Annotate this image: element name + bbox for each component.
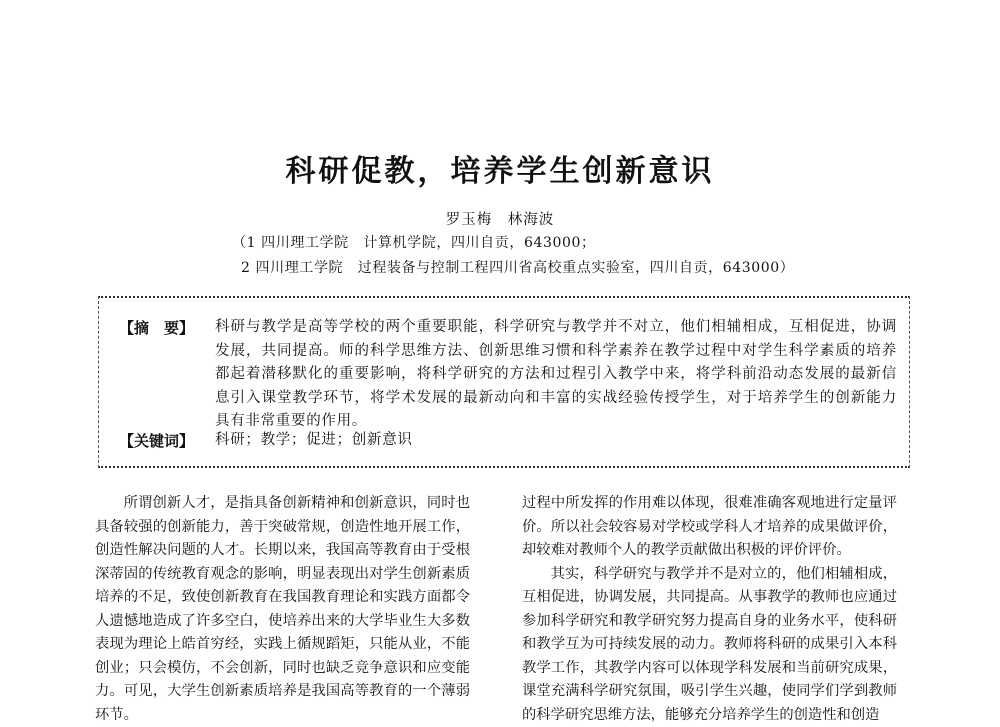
body-paragraph: 过程中所发挥的作用难以体现，很难准确客观地进行定量评价。所以社会较容易对学校或学科人才培养的成果做评价，却较难对教师个人的教学贡献做出积极的评价评价。	[522, 492, 897, 563]
affiliation-1: （1 四川理工学院 计算机学院，四川自贡，643000；	[232, 233, 596, 253]
abstract-box	[98, 296, 910, 468]
keywords-text: 科研；教学；促进；创新意识	[215, 429, 897, 453]
paper-title: 科研促教，培养学生创新意识	[0, 152, 1000, 192]
body-paragraph: 所谓创新人才，是指具备创新精神和创新意识，同时也具备较强的创新能力，善于突破常规，创造性地开展工作，创造性解决问题的人才。长期以来，我国高等教育由于受根深蒂固的传统教育观念的影响，明显表现出对学生创新素质培养的不足，致使创新教育在我国教育理论和实践方面都令人遗憾地造成了许多空白，使培养出来的大学毕业生大多数表现为理论上皓首穷经，实践上循规蹈矩，只能从业，不能创业；只会模仿，不会创新，同时也缺乏竞争意识和应变能力。可见，大学生创新素质培养是我国高等教育的一个薄弱环节。	[95, 492, 470, 727]
body-column-right	[522, 492, 897, 727]
body-column-left	[95, 492, 470, 727]
keywords-label: 【关键词】	[119, 429, 209, 453]
affiliation-2: 2 四川理工学院 过程装备与控制工程四川省高校重点实验室，四川自贡，643000）	[241, 258, 794, 278]
body-paragraph: 其实，科学研究与教学并不是对立的，他们相辅相成，互相促进，协调发展，共同提高。从事教学的教师也应通过参加科学研究和教学研究努力提高自身的业务水平，使科研和教学互为可持续发展的动力。教师将科研的成果引入本科教学工作，其教学内容可以体现学科发展和当前研究成果，课堂充满科学研究氛围，吸引学生兴趣，使同学们学到教师的科学研究思维方法，能够充分培养学生的创造性和创造	[522, 563, 897, 727]
author-list: 罗玉梅 林海波	[0, 210, 1000, 230]
abstract-label: 【摘 要】	[119, 316, 209, 340]
abstract-text: 科研与教学是高等学校的两个重要职能，科学研究与教学并不对立，他们相辅相成，互相促进，协调发展，共同提高。师的科学思维方法、创新思维习惯和科学素养在教学过程中对学生科学素质的培养都起着潜移默化的重要影响，将科学研究的方法和过程引入教学中来，将学科前沿动态发展的最新信息引入课堂教学环节，将学术发展的最新动向和丰富的实战经验传授学生，对于培养学生的创新能力具有非常重要的作用。	[215, 316, 897, 434]
